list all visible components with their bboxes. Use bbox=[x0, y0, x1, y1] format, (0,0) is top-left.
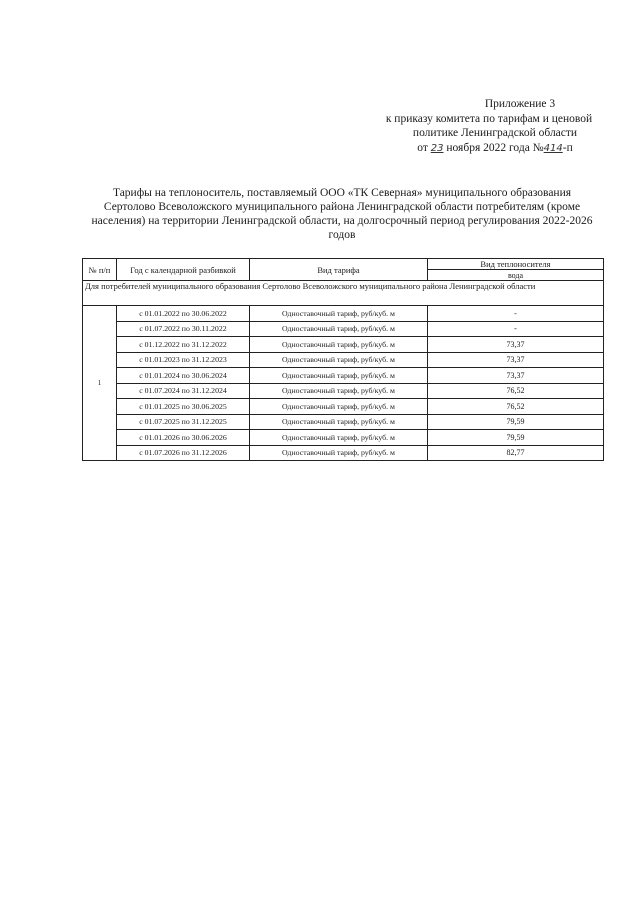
tariff-type-cell: Одноставочный тариф, руб/куб. м bbox=[250, 383, 428, 399]
appendix-order-number: 414 bbox=[543, 142, 563, 154]
table-row bbox=[83, 383, 604, 399]
header-carrier: Вид теплоносителя bbox=[428, 259, 604, 270]
title-line-3: населения) на территории Ленинградской области, на долгосрочный период регулирования 2022-2026 bbox=[91, 215, 593, 227]
document-title bbox=[82, 186, 602, 242]
tariff-type-cell: Одноставочный тариф, руб/куб. м bbox=[250, 321, 428, 337]
period-cell: с 01.12.2022 по 31.12.2022 bbox=[117, 337, 250, 353]
tariff-type-cell: Одноставочный тариф, руб/куб. м bbox=[250, 414, 428, 430]
consumer-group-label: Для потребителей муниципального образования Сертолово Всеволожского муниципального района Ленинградской области bbox=[83, 281, 604, 306]
header-tariff-type: Вид тарифа bbox=[250, 259, 428, 281]
tariff-value-cell: 73,37 bbox=[428, 368, 604, 384]
title-line-4: годов bbox=[328, 229, 356, 241]
table-row bbox=[83, 337, 604, 353]
tariff-value-cell: 79,59 bbox=[428, 430, 604, 446]
tariff-type-cell: Одноставочный тариф, руб/куб. м bbox=[250, 399, 428, 415]
period-cell: с 01.01.2023 по 31.12.2023 bbox=[117, 352, 250, 368]
title-line-2: Сертолово Всеволожского муниципального района Ленинградской области потребителям (кроме bbox=[103, 201, 581, 213]
tariff-type-cell: Одноставочный тариф, руб/куб. м bbox=[250, 306, 428, 322]
tariff-value-cell: 76,52 bbox=[428, 383, 604, 399]
table-row bbox=[83, 399, 604, 415]
tariff-value-cell: 79,59 bbox=[428, 414, 604, 430]
appendix-order-ref: к приказу комитета по тарифам и ценовой bbox=[385, 112, 593, 125]
period-cell: с 01.07.2024 по 31.12.2024 bbox=[117, 383, 250, 399]
table-header-row bbox=[83, 259, 604, 270]
period-cell: с 01.07.2025 по 31.12.2025 bbox=[117, 414, 250, 430]
tariff-value-cell: 82,77 bbox=[428, 445, 604, 461]
table-body bbox=[83, 306, 604, 461]
table-row bbox=[83, 306, 604, 322]
tariff-value-cell: 73,37 bbox=[428, 337, 604, 353]
tariff-table bbox=[82, 258, 604, 461]
tariff-type-cell: Одноставочный тариф, руб/куб. м bbox=[250, 430, 428, 446]
table-row bbox=[83, 368, 604, 384]
appendix-date-line bbox=[340, 141, 600, 157]
period-cell: с 01.01.2025 по 30.06.2025 bbox=[117, 399, 250, 415]
consumer-group-row bbox=[83, 281, 604, 306]
period-cell: с 01.07.2026 по 31.12.2026 bbox=[117, 445, 250, 461]
table-row bbox=[83, 430, 604, 446]
appendix-committee: политике Ленинградской области bbox=[412, 127, 578, 139]
tariff-type-cell: Одноставочный тариф, руб/куб. м bbox=[250, 337, 428, 353]
appendix-date-day: 23 bbox=[430, 142, 444, 154]
appendix-date-middle: ноября 2022 года № bbox=[446, 141, 544, 154]
tariff-value-cell: 76,52 bbox=[428, 399, 604, 415]
title-line-1: Тарифы на теплоноситель, поставляемый ООО «ТК Северная» муниципального образования bbox=[112, 187, 572, 199]
period-cell: с 01.01.2024 по 30.06.2024 bbox=[117, 368, 250, 384]
tariff-value-cell: - bbox=[428, 321, 604, 337]
header-year: Год с календарной разбивкой bbox=[117, 259, 250, 281]
period-cell: с 01.07.2022 по 30.11.2022 bbox=[117, 321, 250, 337]
table-row bbox=[83, 414, 604, 430]
header-carrier-water: вода bbox=[428, 270, 604, 281]
tariff-value-cell: 73,37 bbox=[428, 352, 604, 368]
tariff-value-cell: - bbox=[428, 306, 604, 322]
row-number-cell: 1 bbox=[83, 306, 117, 461]
tariff-type-cell: Одноставочный тариф, руб/куб. м bbox=[250, 352, 428, 368]
appendix-date-suffix: -п bbox=[562, 141, 573, 154]
tariff-type-cell: Одноставочный тариф, руб/куб. м bbox=[250, 368, 428, 384]
appendix-header bbox=[340, 97, 600, 156]
period-cell: с 01.01.2026 по 30.06.2026 bbox=[117, 430, 250, 446]
table-row bbox=[83, 352, 604, 368]
table-row bbox=[83, 445, 604, 461]
table-row bbox=[83, 321, 604, 337]
header-num: № п/п bbox=[83, 259, 117, 281]
appendix-date-prefix: от bbox=[417, 141, 428, 154]
appendix-number: Приложение 3 bbox=[484, 98, 556, 110]
tariff-type-cell: Одноставочный тариф, руб/куб. м bbox=[250, 445, 428, 461]
period-cell: с 01.01.2022 по 30.06.2022 bbox=[117, 306, 250, 322]
